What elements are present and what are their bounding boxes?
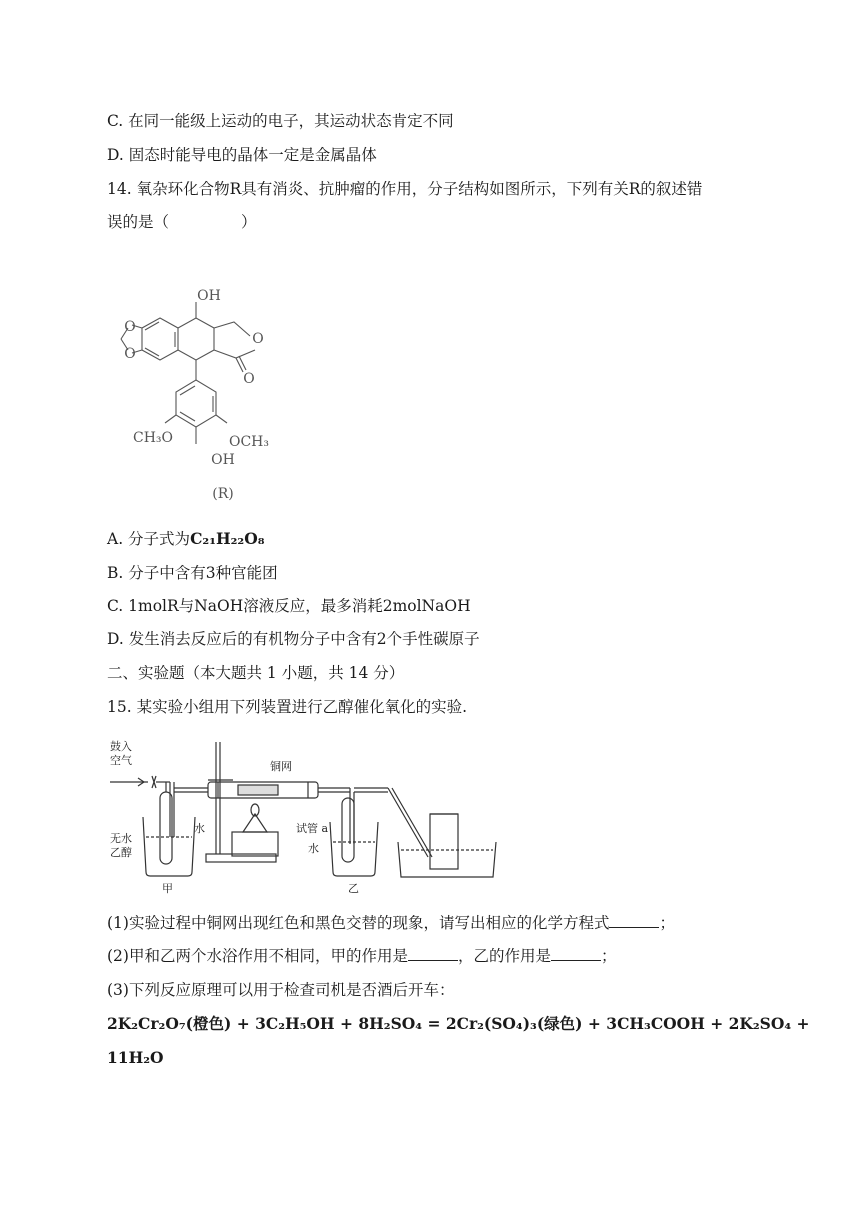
label-anhydrous-line2: 乙醇 bbox=[110, 846, 132, 859]
label-test-tube-a: 试管 a bbox=[296, 822, 329, 835]
q14-option-a-formula: C₂₁H₂₂O₈ bbox=[190, 529, 265, 548]
q15-part2-end: ； bbox=[600, 947, 617, 965]
equation-line2: 11H₂O bbox=[107, 1048, 164, 1067]
molecule-oh-bottom-label: OH bbox=[211, 452, 235, 468]
q15-part2-text-b: ，乙的作用是 bbox=[457, 947, 551, 965]
molecule-o-carbonyl-label: O bbox=[243, 371, 255, 387]
label-air-in-line2: 空气 bbox=[110, 754, 132, 767]
apparatus-diagram bbox=[108, 732, 500, 897]
molecule-o-ring-label: O bbox=[252, 331, 264, 347]
molecule-caption: (R) bbox=[212, 486, 234, 502]
answer-blank bbox=[408, 946, 458, 961]
q14-option-a bbox=[107, 528, 265, 550]
molecule-och3-right-label: OCH₃ bbox=[228, 434, 270, 450]
answer-blank bbox=[551, 946, 601, 961]
q14-option-a-prefix: A. 分子式为 bbox=[107, 530, 191, 548]
answer-blank bbox=[609, 913, 659, 928]
label-water-left: 水 bbox=[194, 822, 205, 835]
molecule-r-structure bbox=[115, 280, 315, 505]
label-yi: 乙 bbox=[348, 882, 359, 895]
q14-stem-line1: 14. 氧杂环化合物R具有消炎、抗肿瘤的作用，分子结构如图所示，下列有关R的叙述错 bbox=[107, 180, 703, 198]
q14-option-d: D. 发生消去反应后的有机物分子中含有2个手性碳原子 bbox=[107, 630, 480, 648]
q13-option-c: C. 在同一能级上运动的电子，其运动状态肯定不同 bbox=[107, 112, 454, 130]
q15-part1-text: (1)实验过程中铜网出现红色和黑色交替的现象，请写出相应的化学方程式 bbox=[107, 914, 610, 932]
label-jia: 甲 bbox=[162, 882, 173, 895]
q15-stem: 15. 某实验小组用下列装置进行乙醇催化氧化的实验. bbox=[107, 698, 468, 716]
q15-part1-end: ； bbox=[659, 914, 675, 932]
label-copper-mesh: 铜网 bbox=[270, 760, 292, 773]
q15-part3: (3)下列反应原理可以用于检查司机是否酒后开车： bbox=[107, 981, 455, 999]
label-anhydrous-line1: 无水 bbox=[110, 832, 132, 845]
section-heading: 二、实验题（本大题共 1 小题，共 14 分） bbox=[107, 664, 405, 682]
label-air-in-line1: 鼓入 bbox=[110, 740, 132, 753]
molecule-o-dioxole-bottom-label: O bbox=[124, 346, 136, 362]
q13-option-d: D. 固态时能导电的晶体一定是金属晶体 bbox=[107, 146, 377, 164]
q15-part1 bbox=[107, 912, 675, 934]
q15-part2 bbox=[107, 945, 617, 967]
q15-part2-text-a: (2)甲和乙两个水浴作用不相同，甲的作用是 bbox=[107, 947, 408, 965]
equation-line1: 2K₂Cr₂O₇(橙色) + 3C₂H₅OH + 8H₂SO₄ = 2Cr₂(SO₄)₃(绿色) + 3CH₃COOH + 2K₂SO₄ + bbox=[107, 1014, 810, 1033]
molecule-och3-left-label: CH₃O bbox=[132, 430, 174, 446]
q14-stem-close: ） bbox=[241, 213, 257, 231]
label-water-right: 水 bbox=[308, 842, 319, 855]
molecule-oh-top-label: OH bbox=[197, 288, 221, 304]
q14-option-c: C. 1molR与NaOH溶液反应，最多消耗2molNaOH bbox=[107, 597, 471, 615]
molecule-o-dioxole-top-label: O bbox=[124, 319, 136, 335]
q14-option-b: B. 分子中含有3种官能团 bbox=[107, 564, 278, 582]
q14-stem-text: 误的是（ bbox=[107, 213, 170, 231]
q14-stem-line2 bbox=[107, 211, 257, 233]
